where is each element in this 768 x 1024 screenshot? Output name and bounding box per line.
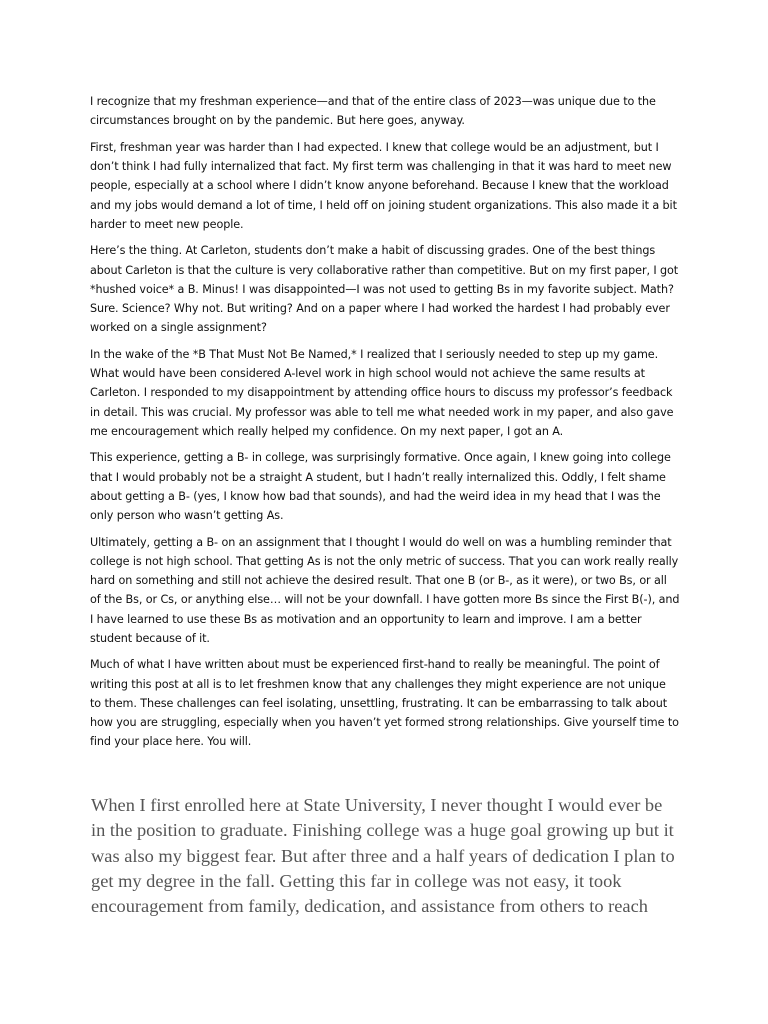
paragraph: Here’s the thing. At Carleton, students don’t make a habit of discussing grades. One of the best things about Carleton is that the culture is very collaborative rather than competitive. But on my first paper, I got *hushed voice* a B. Minus! I was disappointed—I was not used to getting Bs in my favorite subject. Math? Sure. Science? Why not. But writing? And on a paper where I had worked the hardest I had probably ever worked on a single assignment? [90,244,679,335]
paragraph: Much of what I have written about must be experienced first-hand to really be meaningful. The point of writing this post at all is to let freshmen know that any challenges they might experience are not unique to them. These challenges can feel isolating, unsettling, frustrating. It can be embarrassing to talk about how you are struggling, especially when you haven’t yet formed strong relationships. Give yourself time to find your place here. You will. [90,658,679,749]
paragraph: This experience, getting a B- in college, was surprisingly formative. Once again, I knew going into college that I would probably not be a straight A student, but I hadn’t really internalized this. Oddly, I felt shame about getting a B- (yes, I know how bad that sounds), and had the weird idea in my head that I was the only person who wasn’t getting As. [90,451,671,523]
paragraph: In the wake of the *B That Must Not Be Named,* I realized that I seriously needed to step up my game. What would have been considered A-level work in high school would not achieve the same results at Carleton. I responded to my disappointment by attending office hours to discuss my professor’s feedback in detail. This was crucial. My professor was able to tell me what needed work in my paper, and also gave me encouragement which really helped my confidence. On my next paper, I got an A. [90,347,674,438]
blog-post-body [90,92,680,759]
paragraph: I recognize that my freshman experience—and that of the entire class of 2023—was unique due to the circumstances brought on by the pandemic. But here goes, anyway. [90,95,656,128]
essay-excerpt [91,793,681,919]
paragraph: First, freshman year was harder than I had expected. I knew that college would be an adjustment, but I don’t think I had fully internalized that fact. My first term was challenging in that it was hard to meet new people, especially at a school where I didn’t know anyone beforehand. Because I knew that the workload and my jobs would demand a lot of time, I held off on joining student organizations. This also made it a bit harder to meet new people. [90,140,677,231]
paragraph: Ultimately, getting a B- on an assignment that I thought I would do well on was a humbling reminder that college is not high school. That getting As is not the only metric of success. That you can work really really hard on something and still not achieve the desired result. That one B (or B-, as it were), or two Bs, or all of the Bs, or Cs, or anything else… will not be your downfall. I have gotten more Bs since the First B(-), and I have learned to use these Bs as motivation and an opportunity to learn and improve. I am a better student because of it. [90,535,680,645]
essay-paragraph: When I first enrolled here at State University, I never thought I would ever be in the position to graduate. Finishing college was a huge goal growing up but it was also my biggest fear. But after three and a half years of dedication I plan to get my degree in the fall. Getting this far in college was not easy, it took encouragement from family, dedication, and assistance from others to reach [91,795,675,917]
